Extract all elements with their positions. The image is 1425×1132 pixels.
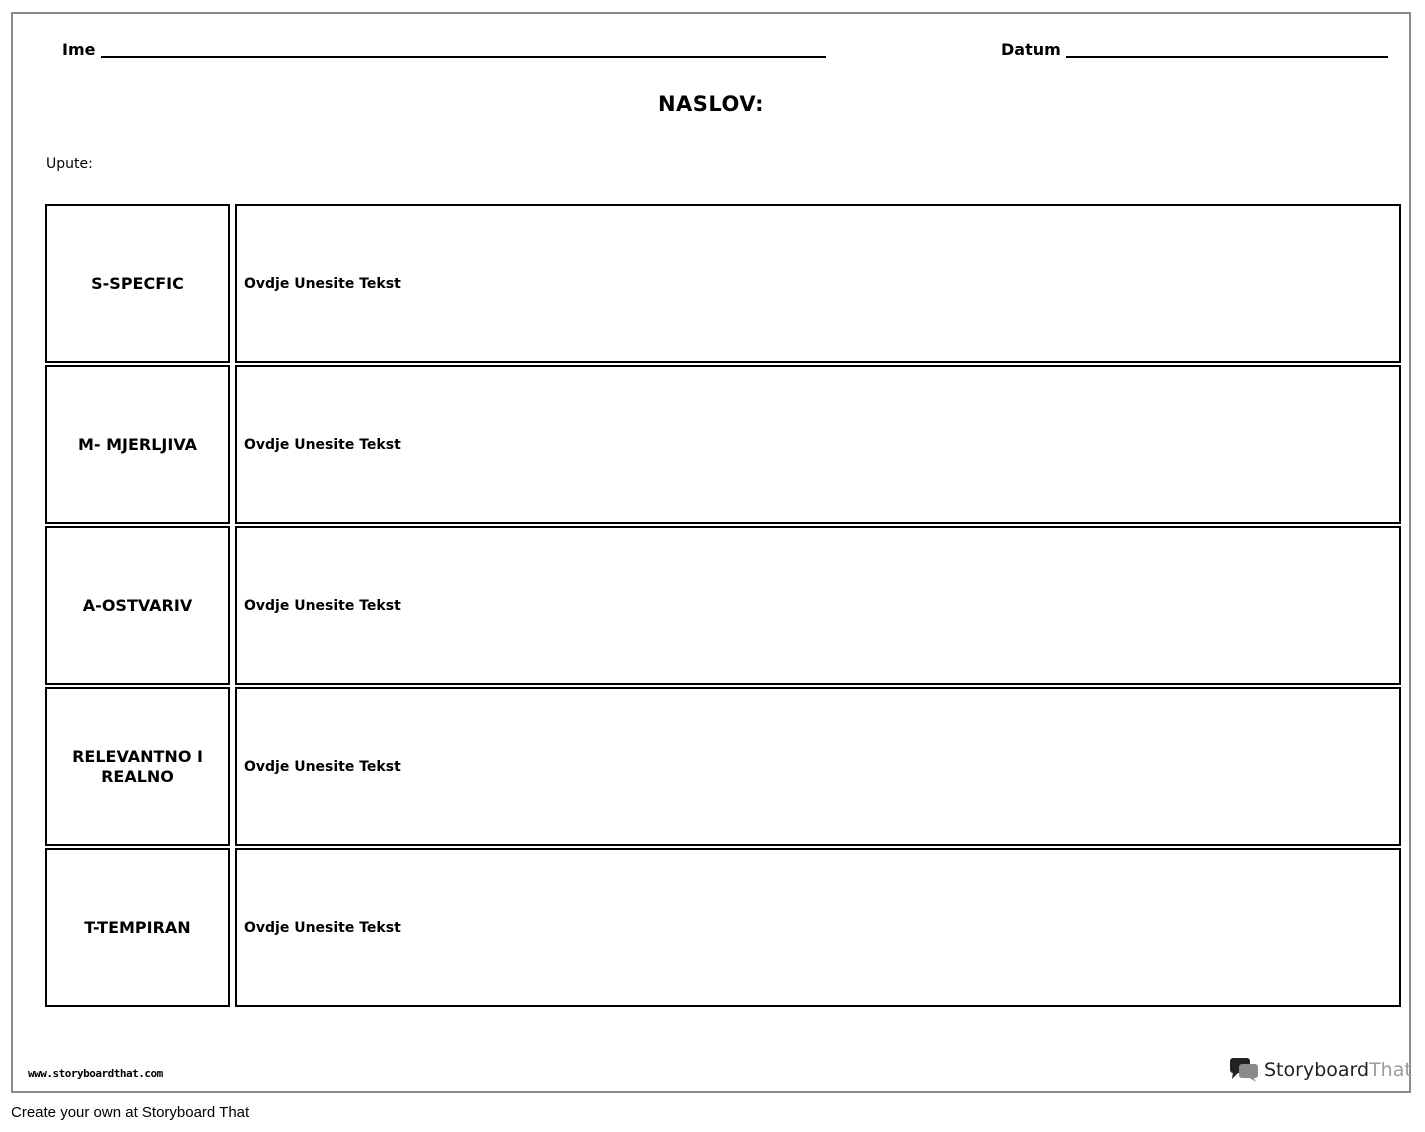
row-label-measurable: M- MJERLJIVA — [45, 365, 230, 524]
speech-bubbles-icon — [1229, 1057, 1259, 1083]
row-label-relevant: RELEVANTNO I REALNO — [45, 687, 230, 846]
worksheet — [11, 12, 1411, 1093]
brand-that-text: That — [1369, 1059, 1412, 1081]
instructions-label: Upute: — [46, 156, 93, 172]
row-label-timed: T-TEMPIRAN — [45, 848, 230, 1007]
storyboardthat-logo — [1229, 1057, 1412, 1083]
date-label: Datum — [1001, 40, 1061, 59]
footer-url: www.storyboardthat.com — [28, 1067, 163, 1080]
date-line — [1066, 56, 1388, 58]
row-label-specific: S-SPECFIC — [45, 204, 230, 363]
row-text-measurable[interactable]: Ovdje Unesite Tekst — [235, 365, 1401, 524]
row-text-timed[interactable]: Ovdje Unesite Tekst — [235, 848, 1401, 1007]
brand-story-text: Storyboard — [1264, 1059, 1370, 1081]
row-text-achievable[interactable]: Ovdje Unesite Tekst — [235, 526, 1401, 685]
row-text-relevant[interactable]: Ovdje Unesite Tekst — [235, 687, 1401, 846]
create-caption[interactable]: Create your own at Storyboard That — [11, 1104, 250, 1121]
row-label-achievable: A-OSTVARIV — [45, 526, 230, 685]
name-label: Ime — [62, 40, 96, 59]
name-line — [101, 56, 826, 58]
worksheet-title: NASLOV: — [657, 92, 765, 116]
row-text-specific[interactable]: Ovdje Unesite Tekst — [235, 204, 1401, 363]
